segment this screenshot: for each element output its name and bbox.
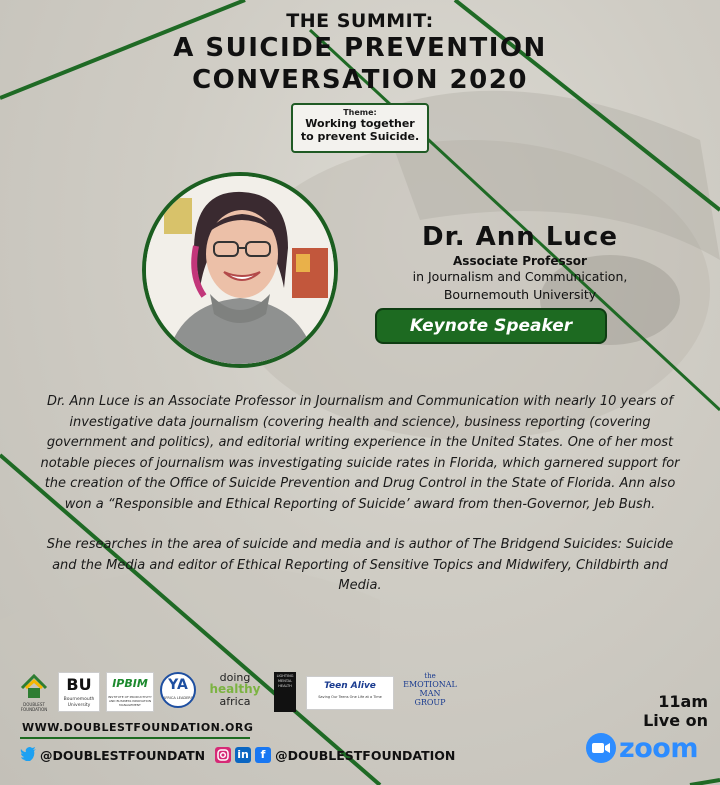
bio-paragraph-1: Dr. Ann Luce is an Associate Professor in Journalism and Communication with nearly 10 years of investigative data journalism (covering health and science), business reporting (covering government and politics), and editorial writing experience in the United States. One of her most notable pieces of journalism was investigating suicide rates in Florida, which garnered support for the creation of the Office of Suicide Prevention and Drug Control in the State of Florida. Ann also won a “Responsible and Ethical Reporting of Suicide’ award from then-Governor, Jeb Bush. — [40, 394, 680, 512]
emg-line-1: the — [424, 672, 436, 680]
ipbim-mark: IPBIM — [112, 677, 148, 690]
ya-ring-text: AFRICA LEADERS — [163, 696, 193, 700]
twitter-icon[interactable] — [20, 747, 36, 763]
bio-paragraph-2: She researches in the area of suicide and media and is author of The Bridgend Suicides: Suicide and the Media and editor of Ethical Reporting of Sensitive Topics and Midwifery, Childbirth and Media. — [46, 537, 674, 593]
instagram-icon[interactable] — [215, 747, 231, 763]
book-title: LIGHTING MENTAL HEALTH — [276, 674, 294, 688]
title-line-3: CONVERSATION 2020 — [192, 65, 528, 95]
event-title — [0, 10, 720, 96]
partner-logos — [18, 672, 468, 716]
twitter-handle[interactable]: @DOUBLESTFOUNDATN — [40, 747, 206, 763]
zoom-camera-icon — [586, 733, 616, 763]
speaker-title: Associate Professor — [453, 254, 587, 268]
theme-line-2: to prevent Suicide. — [300, 130, 420, 143]
theme-box — [291, 103, 429, 153]
speaker-name: Dr. Ann Luce — [422, 222, 618, 252]
speaker-affiliation-1: in Journalism and Communication, — [412, 269, 628, 284]
book-cover-logo — [274, 672, 296, 712]
zoom-logo — [586, 732, 698, 764]
social-handles — [20, 745, 455, 765]
teen-alive-mark: Teen Alive — [324, 681, 376, 691]
keynote-speaker-badge: Keynote Speaker — [375, 308, 607, 344]
bournemouth-university-logo — [58, 672, 100, 712]
doing-healthy-africa-logo — [204, 672, 266, 712]
theme-line-1: Working together — [305, 117, 415, 130]
emg-line-3: MAN — [419, 689, 441, 698]
title-line-2: A SUICIDE PREVENTION — [173, 33, 547, 63]
bu-mark: BU — [66, 675, 92, 694]
speaker-bio — [40, 392, 680, 617]
painting-left — [164, 198, 192, 234]
social-handle[interactable]: @DOUBLESTFOUNDATION — [275, 747, 456, 763]
website-url[interactable]: WWW.DOUBLESTFOUNDATION.ORG — [22, 721, 254, 734]
green-line-bottom-right — [690, 780, 720, 785]
theme-label: Theme: — [343, 108, 377, 117]
ipbim-sub: INSTITUTE OF PRODUCTIVITY AND BUSINESS INNOVATION MANAGEMENT — [108, 695, 152, 707]
title-line-1: THE SUMMIT: — [286, 10, 434, 32]
ya-mark: YA — [168, 677, 188, 693]
emg-line-2: EMOTIONAL — [403, 680, 457, 689]
speaker-affiliation-2: Bournemouth University — [443, 287, 597, 302]
event-mode: Live on — [643, 711, 708, 730]
young-africa-leaders-logo — [160, 672, 196, 708]
dha-line-1: doing — [219, 672, 251, 684]
doublest-foundation-logo — [18, 672, 50, 712]
ipbim-logo — [106, 672, 154, 712]
zoom-wordmark: zoom — [619, 732, 698, 764]
teen-alive-logo — [306, 676, 394, 710]
event-time-value: 11am — [658, 692, 708, 711]
emotional-man-group-logo — [402, 672, 458, 712]
facebook-icon[interactable]: f — [255, 747, 271, 763]
event-time — [612, 692, 708, 730]
emg-line-4: GROUP — [414, 698, 446, 707]
house-icon — [18, 672, 50, 700]
speaker-info — [350, 222, 690, 304]
website-underline — [20, 737, 250, 739]
dha-line-3: africa — [219, 695, 251, 708]
teen-alive-sub: Saving Our Teens One Life at a Time — [318, 695, 382, 699]
bu-name: Bournemouth University — [63, 697, 95, 708]
speaker-portrait-illustration — [146, 176, 334, 364]
speaker-photo — [142, 172, 338, 368]
dha-line-2: healthy — [209, 682, 261, 696]
linkedin-icon[interactable]: in — [235, 747, 251, 763]
doublest-logo-text: DOUBLEST FOUNDATION — [20, 702, 48, 712]
